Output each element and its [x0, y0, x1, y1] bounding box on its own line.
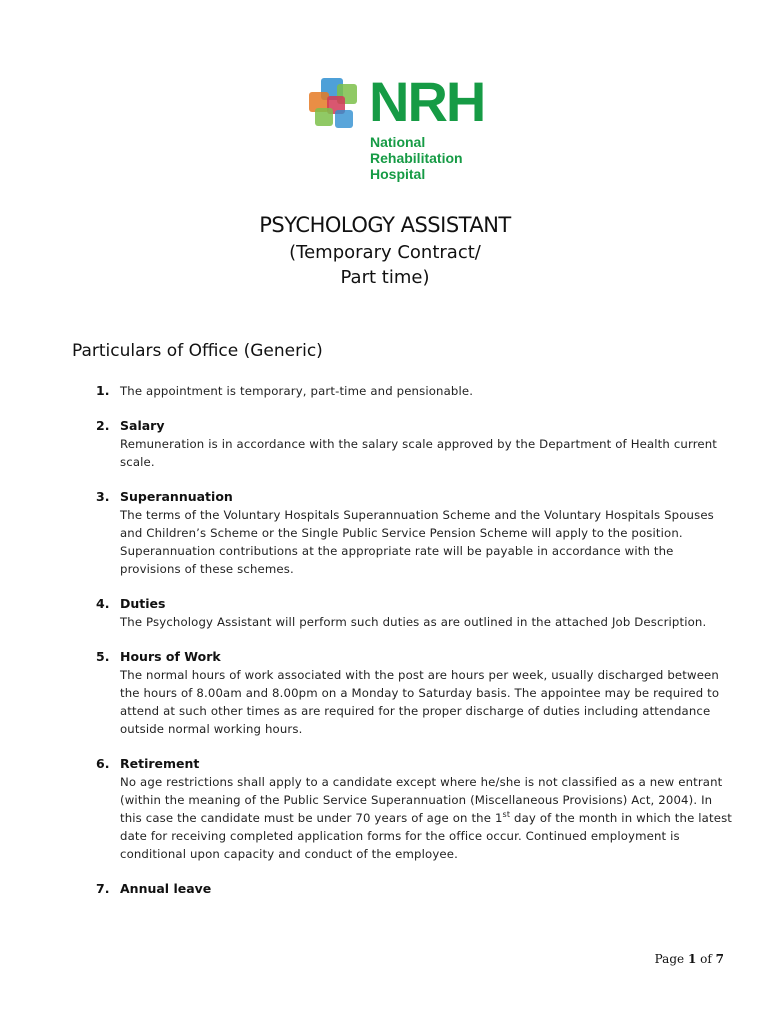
item-number: 2.: [96, 418, 110, 433]
list-item: [96, 755, 736, 863]
document-subtitle-line2: Part time): [340, 267, 430, 288]
item-heading: Retirement: [120, 756, 200, 771]
item-body-part: No age restrictions shall apply to a candidate except where he/she is not classified as a new entrant (within the meaning of the Public Service Superannuation (Miscellaneous Provisions) Act, 2004). In this case the candidate must be under 70 years of age on the 1: [120, 775, 723, 825]
item-number: 6.: [96, 756, 110, 771]
ordinal-suffix: st: [502, 810, 511, 820]
of-word: of: [700, 952, 712, 966]
particulars-list: [96, 382, 736, 898]
page-number: [655, 952, 724, 966]
document-subtitle-line1: (Temporary Contract/: [289, 242, 481, 263]
list-item: [96, 382, 736, 400]
item-heading: Duties: [120, 596, 166, 611]
item-number: 1.: [96, 383, 110, 398]
item-heading: Annual leave: [120, 881, 212, 896]
item-number: 5.: [96, 649, 110, 664]
total-pages: 7: [715, 952, 724, 966]
item-number: 4.: [96, 596, 110, 611]
item-body: The normal hours of work associated with the post are hours per week, usually discharged between the hours of 8.00am and 8.00pm on a Monday to Saturday basis. The appointee may be required to attend at such other times as are required for the proper discharge of duties including attendance outside normal working hours.: [120, 668, 720, 736]
list-item: [96, 880, 736, 898]
item-body: [120, 773, 736, 863]
list-item: [96, 417, 736, 471]
item-number: 7.: [96, 881, 110, 896]
item-body-part: day of the month in which the latest date for receiving completed application forms for the office occur. Continued employment is conditional upon capacity and conduct of the employee.: [120, 811, 733, 861]
logo-abbreviation: NRH: [369, 70, 485, 133]
list-item: [96, 595, 736, 631]
list-item: [96, 488, 736, 578]
logo-line-hospital: Hospital: [370, 166, 426, 182]
document-title: PSYCHOLOGY ASSISTANT: [259, 213, 511, 237]
item-number: 3.: [96, 489, 110, 504]
item-body: The appointment is temporary, part-time and pensionable.: [120, 384, 474, 398]
current-page: 1: [687, 952, 697, 966]
item-heading: Salary: [120, 418, 165, 433]
item-heading: Superannuation: [120, 489, 233, 504]
item-body: The terms of the Voluntary Hospitals Superannuation Scheme and the Voluntary Hospitals Spouses and Children’s Scheme or the Single Public Service Pension Scheme will apply to the position. Superannuation contributions at the appropriate rate will be payable in accordance with the provisions of these schemes.: [120, 508, 714, 576]
item-heading: Hours of Work: [120, 649, 221, 664]
logo-line-rehabilitation: Rehabilitation: [370, 150, 463, 166]
logo-line-national: National: [370, 134, 426, 150]
title-block: [0, 210, 770, 290]
nrh-logo: [305, 70, 495, 182]
list-item: [96, 648, 736, 738]
logo-text: [370, 134, 463, 182]
page-word: Page: [654, 952, 685, 966]
section-heading: Particulars of Office (Generic): [72, 341, 323, 361]
item-body: The Psychology Assistant will perform such duties as are outlined in the attached Job Description.: [120, 615, 707, 629]
item-body: Remuneration is in accordance with the salary scale approved by the Department of Health current scale.: [120, 437, 718, 469]
nrh-logo-mark-icon: [305, 76, 361, 132]
